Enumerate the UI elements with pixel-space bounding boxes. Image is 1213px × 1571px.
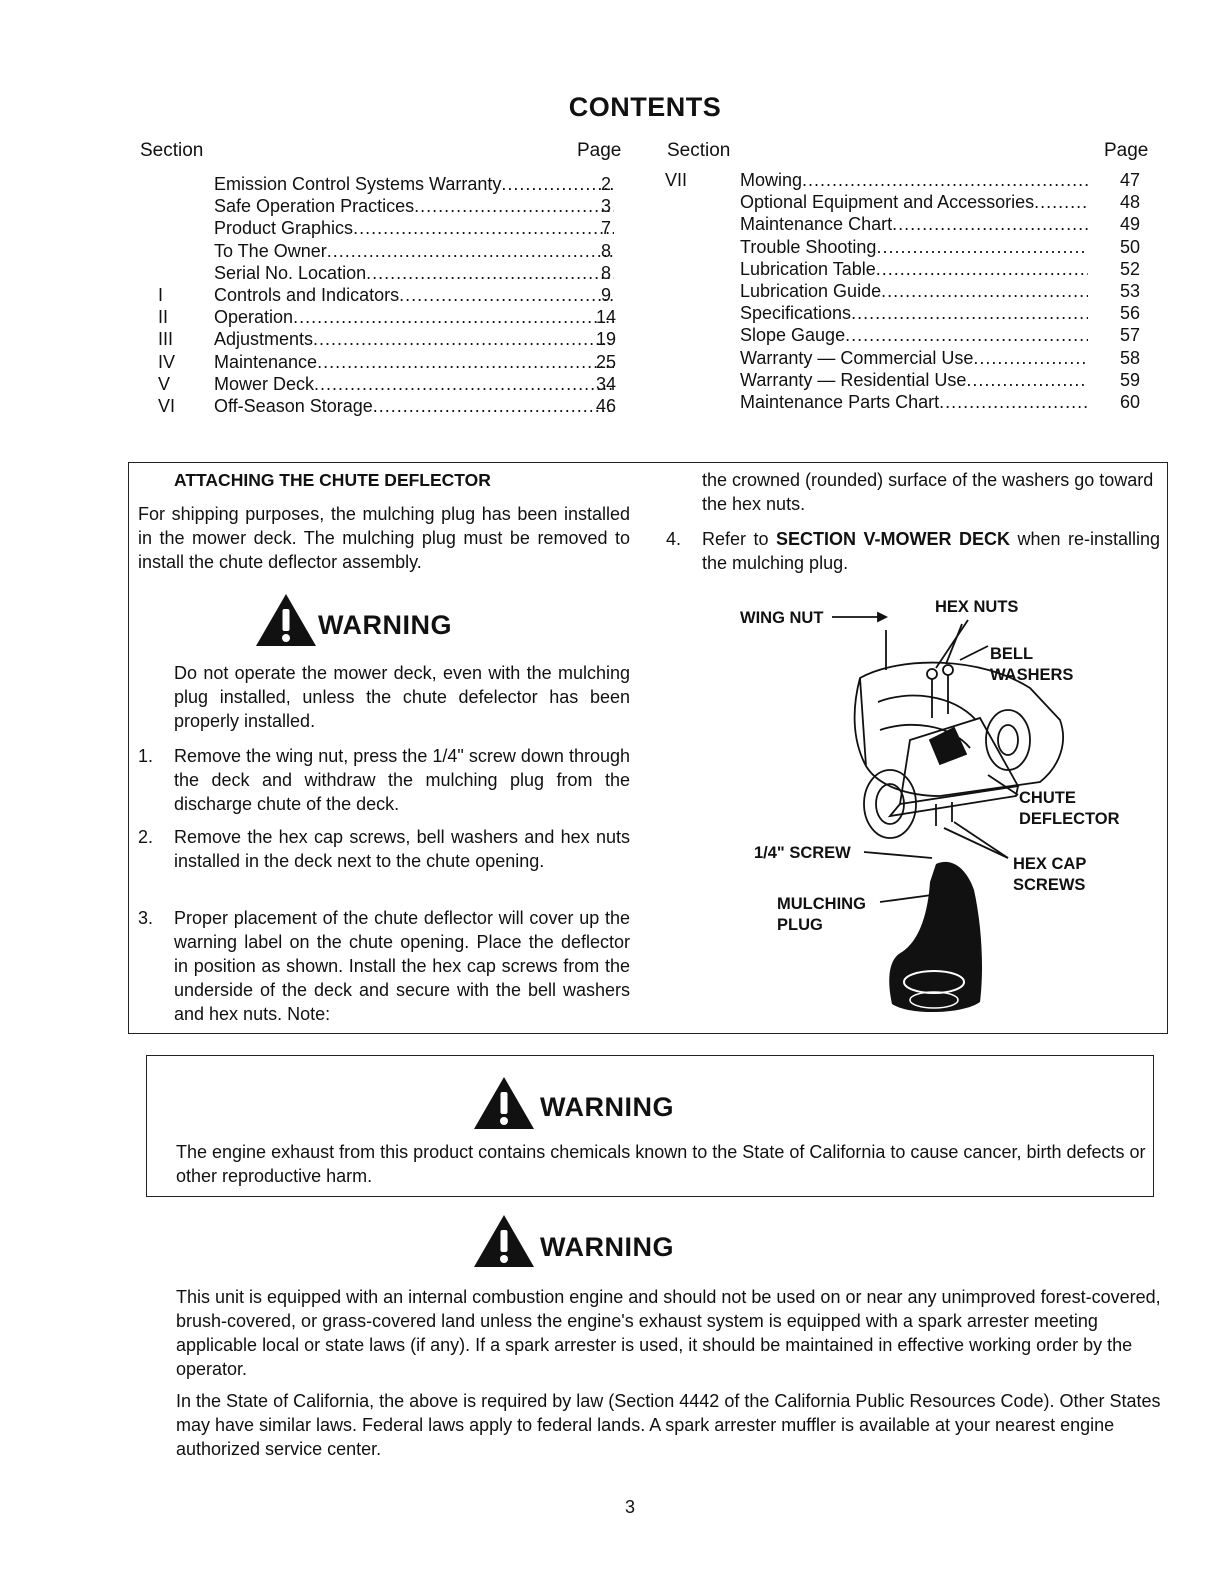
toc-entry-title [214,240,614,262]
toc-entry-title-text: Slope Gauge [740,325,846,346]
toc-page-number: 53 [1119,281,1141,301]
toc-entry-title-text: Trouble Shooting [740,236,877,257]
label-deflector: DEFLECTOR [1019,810,1120,828]
step-3-text: Proper placement of the chute deflector will cover up the warning label on the chute opening. Place the deflector in position as shown. Install the hex cap screws from the underside of the deck and secure with the bell washers and hex nuts. Note: [174,908,630,1024]
toc-page-number: 50 [1119,236,1141,257]
toc-entry-title-text: Controls and Indicators [214,285,400,305]
toc-page-number: 2 [600,174,611,194]
toc-section-number: VII [665,170,688,190]
warning-triangle-icon [472,1213,536,1269]
toc-entry-title [740,302,1088,324]
toc-entry-title [214,195,614,217]
label-wing-nut: WING NUT [740,609,824,627]
toc-left-entry [158,240,633,262]
toc-entry-title [740,324,1088,346]
toc-entry-title [740,169,1088,191]
toc-right-entry [665,324,1155,346]
step-3 [138,906,630,1026]
toc-entry-title-text: Optional Equipment and Accessories [740,192,1035,213]
toc-dot-leader [1034,191,1088,213]
toc-entry-title [214,373,614,395]
label-plug: PLUG [777,916,823,934]
toc-entry-title-text: Mowing [740,170,803,190]
chute-warning-word: WARNING [318,610,452,640]
toc-section-header-left: Section [140,140,204,161]
toc-dot-leader [373,395,614,417]
toc-dot-leader [802,169,1088,191]
spark-arrester-paragraph-2: In the State of California, the above is required by law (Section 4442 of the California Public Resources Code). Other States may have similar laws. Federal laws apply to federal lands. A spark arrester muffler is available at your nearest engine authorized service center. [176,1391,1161,1459]
toc-page-number: 48 [1119,192,1141,213]
california-warning-text: The engine exhaust from this product contains chemicals known to the State of California to cause cancer, birth defects or other reproductive harm. [176,1142,1146,1186]
toc-entry-title [214,351,614,373]
toc-page-header-right: Page [1104,140,1149,161]
toc-page-number: 3 [600,196,611,217]
toc-dot-leader [892,213,1088,235]
spark-arrester-warning-word: WARNING [540,1232,674,1262]
toc-dot-leader [973,347,1088,369]
chute-intro: For shipping purposes, the mulching plug has been installed in the mower deck. The mulching plug must be removed to install the chute deflector assembly. [138,504,630,572]
label-hex-nuts: HEX NUTS [935,598,1019,616]
toc-entry-title [214,173,614,195]
toc-entry-title-text: Adjustments [214,329,314,350]
step-1 [138,744,630,816]
toc-entry-title-text: Serial No. Location [214,262,367,283]
toc-page-number: 57 [1119,325,1141,346]
toc-left-entry [158,306,633,328]
chute-heading: ATTACHING THE CHUTE DEFLECTOR [174,470,491,490]
toc-page-number: 49 [1119,214,1141,235]
toc-page-number: 25 [595,351,617,372]
toc-dot-leader [317,351,614,373]
toc-dot-leader [293,306,614,328]
toc-entry-title [214,217,614,239]
toc-entry-title-text: To The Owner [214,240,327,261]
toc-entry-title-text: Mower Deck [214,373,315,394]
label-washers: WASHERS [990,666,1074,684]
label-screws: SCREWS [1013,876,1086,894]
step-4-text-pre: Refer to [702,529,776,549]
toc-entry-title-text: Safe Operation Practices [214,196,415,217]
toc-page-number: 46 [595,396,617,416]
step-1-number: 1. [138,746,154,766]
step-2-number: 2. [138,827,154,847]
page-number: 3 [624,1497,635,1517]
toc-left-entry [158,373,633,395]
toc-entry-title [740,191,1088,213]
toc-entry-title-text: Specifications [740,303,852,324]
step-1-text: Remove the wing nut, press the 1/4" screw down through the deck and withdraw the mulching plug from the discharge chute of the deck. [174,746,630,814]
toc-left-entry [158,173,633,195]
toc-right-entry [665,258,1155,280]
toc-entry-title-text: Maintenance [214,351,318,372]
toc-left-entry [158,262,633,284]
toc-right-entry [665,347,1155,369]
toc-page-number: 58 [1119,347,1141,368]
label-quarter-screw: 1/4" SCREW [754,844,851,862]
toc-page-number: 9 [600,285,611,305]
toc-dot-leader [327,240,614,262]
toc-entry-title [214,306,614,328]
toc-page-number: 8 [600,240,611,261]
toc-dot-leader [939,391,1088,413]
toc-left-entry [158,195,633,217]
toc-entry-title [740,258,1088,280]
label-bell: BELL [990,645,1034,663]
toc-entry-title [740,236,1088,258]
step-2-text: Remove the hex cap screws, bell washers and hex nuts installed in the deck next to the chute opening. [174,827,630,871]
toc-right-entry [665,236,1155,258]
step-4-text [702,527,1160,575]
contents-title: CONTENTS [568,92,722,122]
toc-entry-title [740,280,1088,302]
toc-right-entry [665,302,1155,324]
toc-entry-title-text: Maintenance Chart [740,214,893,235]
toc-left-entry [158,351,633,373]
toc-section-header-right: Section [667,140,731,161]
toc-entry-title-text: Operation [214,307,294,328]
toc-page-number: 19 [595,329,617,350]
step-4-text-post: when re-installing the mulching plug. [702,529,1160,573]
toc-dot-leader [366,262,614,284]
toc-entry-title-text: Emission Control Systems Warranty [214,174,502,194]
toc-entry-title-text: Warranty — Residential Use [740,369,967,390]
toc-section-number: II [158,307,169,328]
toc-entry-title-text: Off-Season Storage [214,396,373,416]
toc-page-number: 60 [1119,392,1141,412]
warning-triangle-icon [472,1075,536,1131]
label-mulching: MULCHING [777,895,866,913]
toc-page-number: 56 [1119,303,1141,324]
toc-page-number: 7 [600,218,611,239]
toc-right-entry [665,169,1155,191]
toc-dot-leader [851,302,1088,324]
toc-entry-title [740,347,1088,369]
toc-dot-leader [353,217,614,239]
toc-right-entry [665,191,1155,213]
toc-page-number: 59 [1119,369,1141,390]
toc-entry-title-text: Lubrication Table [740,258,876,279]
toc-entry-title-text: Lubrication Guide [740,281,882,301]
label-hex-cap: HEX CAP [1013,855,1087,873]
toc-dot-leader [845,324,1088,346]
toc-page-header-left: Page [577,140,622,161]
toc-section-number: VI [158,396,176,416]
toc-page-number: 14 [595,307,617,328]
step-4-number: 4. [666,529,682,549]
toc-left-entry [158,284,633,306]
toc-section-number: IV [158,351,176,372]
step-4-section-ref: SECTION V-MOWER DECK [776,529,1010,549]
toc-right-entry [665,369,1155,391]
toc-entry-title [214,262,614,284]
toc-section-number: III [158,329,174,350]
toc-page-number: 52 [1119,258,1141,279]
toc-section-number: V [158,373,171,394]
toc-entry-title [740,213,1088,235]
step-3-continued: the crowned (rounded) surface of the washers go toward the hex nuts. [702,470,1154,514]
warning-triangle-icon [254,592,318,648]
toc-section-number: I [158,285,164,305]
toc-right-entry [665,280,1155,302]
toc-page-number: 47 [1119,170,1141,190]
toc-dot-leader [881,280,1088,302]
toc-entry-title [740,391,1088,413]
toc-left-entry [158,395,633,417]
spark-arrester-paragraph-1: This unit is equipped with an internal combustion engine and should not be used on or near any unimproved forest-covered, brush-covered, or grass-covered land unless the engine's exhaust system is equipped with a spark arrester meeting applicable local or state laws (if any). If a spark arrester is used, it should be maintained in effective working order by the operator. [176,1287,1161,1379]
toc-left-entry [158,217,633,239]
chute-warning-text: Do not operate the mower deck, even with the mulching plug installed, unless the chute defelector has been properly installed. [174,663,630,731]
toc-dot-leader [314,373,614,395]
toc-entry-title [214,284,614,306]
toc-left-entry [158,328,633,350]
toc-entry-title [214,328,614,350]
toc-entry-title-text: Maintenance Parts Chart [740,392,940,412]
toc-entry-title-text: Product Graphics [214,218,354,239]
toc-right-entry [665,391,1155,413]
toc-dot-leader [966,369,1088,391]
step-3-number: 3. [138,908,154,928]
toc-entry-title [214,395,614,417]
step-4 [666,527,1160,577]
step-2 [138,825,630,897]
toc-entry-title [740,369,1088,391]
toc-entry-title-text: Warranty — Commercial Use [740,347,974,368]
california-warning-word: WARNING [540,1092,674,1122]
toc-dot-leader [399,284,614,306]
chute-deflector-illustration [740,590,1140,1020]
label-chute: CHUTE [1019,789,1076,807]
toc-dot-leader [876,258,1088,280]
toc-dot-leader [313,328,614,350]
toc-page-number: 34 [595,373,617,394]
toc-dot-leader [414,195,614,217]
toc-page-number: 8 [600,262,611,283]
toc-dot-leader [876,236,1088,258]
toc-right-entry [665,213,1155,235]
